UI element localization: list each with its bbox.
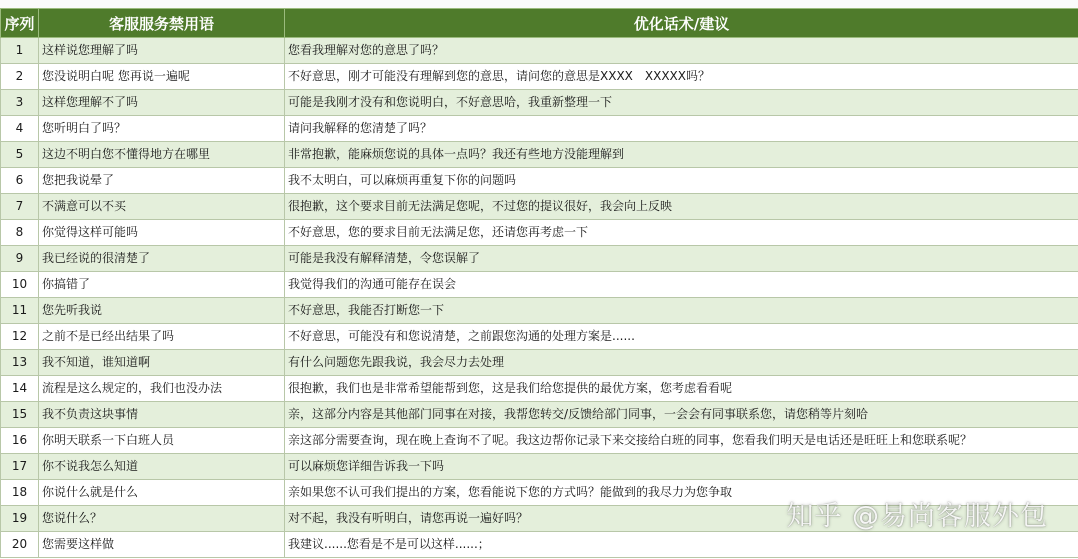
banned-phrase-cell[interactable]: 您没说明白呢 您再说一遍呢 [39, 64, 285, 90]
table-row [1, 116, 1078, 142]
row-index[interactable]: 2 [1, 64, 39, 90]
table-row [1, 194, 1078, 220]
table-row [1, 168, 1078, 194]
suggestion-cell[interactable]: 您看我理解对您的意思了吗？ [285, 38, 1078, 64]
row-index[interactable]: 18 [1, 480, 39, 506]
row-index[interactable]: 17 [1, 454, 39, 480]
suggestion-cell[interactable]: 有什么问题您先跟我说，我会尽力去处理 [285, 350, 1078, 376]
banned-phrase-cell[interactable]: 您听明白了吗？ [39, 116, 285, 142]
table-row [1, 402, 1078, 428]
suggestion-cell[interactable]: 请问我解释的您清楚了吗？ [285, 116, 1078, 142]
watermark: 知乎 @易尚客服外包 [786, 501, 1048, 532]
banned-phrase-cell[interactable]: 您把我说晕了 [39, 168, 285, 194]
banned-phrase-cell[interactable]: 流程是这么规定的，我们也没办法 [39, 376, 285, 402]
suggestion-cell[interactable]: 亲如果您不认可我们提出的方案，您看能说下您的方式吗？能做到的我尽力为您争取 [285, 480, 1078, 506]
table-row [1, 220, 1078, 246]
banned-phrase-cell[interactable]: 这样说您理解了吗 [39, 38, 285, 64]
row-index[interactable]: 6 [1, 168, 39, 194]
row-index[interactable]: 11 [1, 298, 39, 324]
row-index[interactable]: 10 [1, 272, 39, 298]
table-row [1, 298, 1078, 324]
banned-phrase-cell[interactable]: 这样您理解不了吗 [39, 90, 285, 116]
banned-phrase-cell[interactable]: 你明天联系一下白班人员 [39, 428, 285, 454]
row-index[interactable]: 4 [1, 116, 39, 142]
suggestion-cell[interactable]: 对不起，我没有听明白，请您再说一遍好吗？ [285, 506, 1078, 532]
suggestion-cell[interactable]: 不好意思，刚才可能没有理解到您的意思，请问您的意思是XXXX XXXXX吗？ [285, 64, 1078, 90]
table-row [1, 38, 1078, 64]
table-row [1, 428, 1078, 454]
table-row [1, 90, 1078, 116]
row-index[interactable]: 20 [1, 532, 39, 558]
table-row [1, 142, 1078, 168]
row-index[interactable]: 16 [1, 428, 39, 454]
banned-phrase-cell[interactable]: 您需要这样做 [39, 532, 285, 558]
table-row [1, 246, 1078, 272]
row-index[interactable]: 19 [1, 506, 39, 532]
row-index[interactable]: 12 [1, 324, 39, 350]
row-index[interactable]: 15 [1, 402, 39, 428]
suggestion-cell[interactable]: 非常抱歉，能麻烦您说的具体一点吗？我还有些地方没能理解到 [285, 142, 1078, 168]
banned-phrase-cell[interactable]: 之前不是已经出结果了吗 [39, 324, 285, 350]
header-row [1, 9, 1078, 38]
banned-phrase-cell[interactable]: 我不知道，谁知道啊 [39, 350, 285, 376]
table-row [1, 64, 1078, 90]
banned-phrase-cell[interactable]: 您说什么？ [39, 506, 285, 532]
phrase-table [0, 8, 1078, 558]
suggestion-cell[interactable]: 不好意思，我能否打断您一下 [285, 298, 1078, 324]
banned-phrase-cell[interactable]: 你搞错了 [39, 272, 285, 298]
row-index[interactable]: 7 [1, 194, 39, 220]
banned-phrase-cell[interactable]: 这边不明白您不懂得地方在哪里 [39, 142, 285, 168]
suggestion-cell[interactable]: 我建议......您看是不是可以这样......； [285, 532, 1078, 558]
header-index: 序列 [1, 9, 39, 38]
row-index[interactable]: 14 [1, 376, 39, 402]
suggestion-cell[interactable]: 不好意思，可能没有和您说清楚，之前跟您沟通的处理方案是...... [285, 324, 1078, 350]
banned-phrase-cell[interactable]: 不满意可以不买 [39, 194, 285, 220]
row-index[interactable]: 3 [1, 90, 39, 116]
suggestion-cell[interactable]: 可以麻烦您详细告诉我一下吗 [285, 454, 1078, 480]
table-row [1, 376, 1078, 402]
suggestion-cell[interactable]: 亲，这部分内容是其他部门同事在对接，我帮您转交/反馈给部门同事，一会会有同事联系您，请您稍等片刻哈 [285, 402, 1078, 428]
row-index[interactable]: 9 [1, 246, 39, 272]
suggestion-cell[interactable]: 我觉得我们的沟通可能存在误会 [285, 272, 1078, 298]
suggestion-cell[interactable]: 很抱歉，我们也是非常希望能帮到您，这是我们给您提供的最优方案，您考虑看看呢 [285, 376, 1078, 402]
header-banned-phrases: 客服服务禁用语 [39, 9, 285, 38]
table-row [1, 532, 1078, 558]
row-index[interactable]: 1 [1, 38, 39, 64]
banned-phrase-cell[interactable]: 我不负责这块事情 [39, 402, 285, 428]
banned-phrase-cell[interactable]: 你不说我怎么知道 [39, 454, 285, 480]
row-index[interactable]: 5 [1, 142, 39, 168]
table-row [1, 324, 1078, 350]
banned-phrase-cell[interactable]: 你说什么就是什么 [39, 480, 285, 506]
suggestion-cell[interactable]: 很抱歉，这个要求目前无法满足您呢，不过您的提议很好，我会向上反映 [285, 194, 1078, 220]
suggestion-cell[interactable]: 可能是我刚才没有和您说明白，不好意思哈，我重新整理一下 [285, 90, 1078, 116]
table-row [1, 350, 1078, 376]
table-row [1, 272, 1078, 298]
row-index[interactable]: 13 [1, 350, 39, 376]
table-row [1, 454, 1078, 480]
row-index[interactable]: 8 [1, 220, 39, 246]
suggestion-cell[interactable]: 不好意思，您的要求目前无法满足您，还请您再考虑一下 [285, 220, 1078, 246]
banned-phrase-cell[interactable]: 我已经说的很清楚了 [39, 246, 285, 272]
suggestion-cell[interactable]: 可能是我没有解释清楚，令您误解了 [285, 246, 1078, 272]
banned-phrase-cell[interactable]: 您先听我说 [39, 298, 285, 324]
suggestion-cell[interactable]: 我不太明白，可以麻烦再重复下你的问题吗 [285, 168, 1078, 194]
banned-phrase-cell[interactable]: 你觉得这样可能吗 [39, 220, 285, 246]
suggestion-cell[interactable]: 亲这部分需要查询，现在晚上查询不了呢。我这边帮你记录下来交接给白班的同事，您看我们明天是电话还是旺旺上和您联系呢？ [285, 428, 1078, 454]
header-suggestions: 优化话术/建议 [285, 9, 1078, 38]
